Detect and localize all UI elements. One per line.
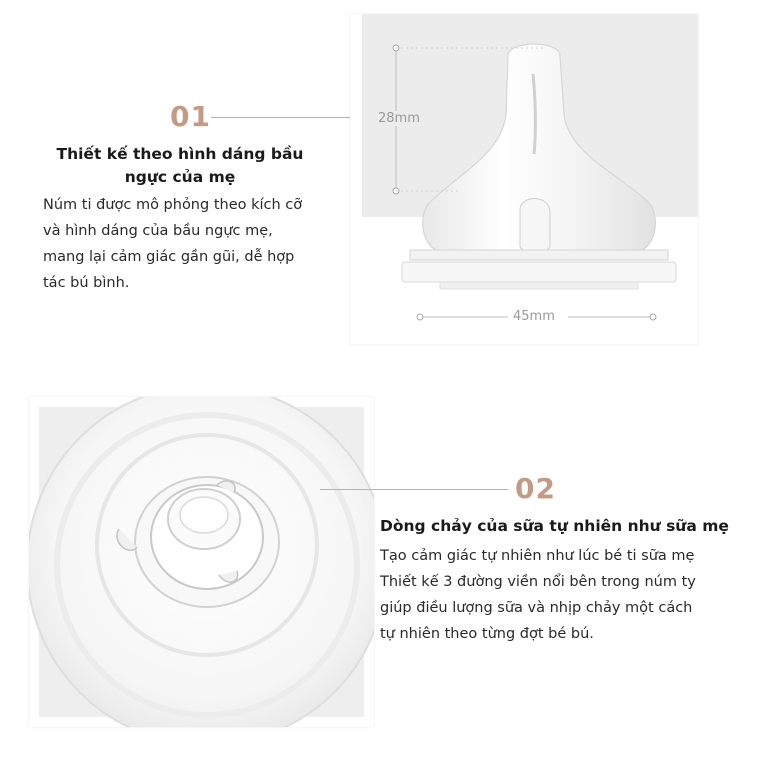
feature1-body-line: tác bú bình.	[43, 275, 130, 291]
nipple-side-view-panel	[350, 14, 698, 344]
width-dimension-label: 45mm	[513, 309, 555, 324]
feature1-title-line1: Thiết kế theo hình dáng bầu	[56, 145, 304, 163]
feature2-body-line: Thiết kế 3 đường viền nổi bên trong núm ty	[380, 574, 696, 590]
feature2-body-line: Tạo cảm giác tự nhiên như lúc bé ti sữa mẹ	[380, 548, 695, 564]
feature1-body-line: Núm ti được mô phỏng theo kích cỡ	[43, 197, 303, 213]
feature2-description	[380, 543, 755, 647]
nipple-top-view-panel	[29, 397, 374, 727]
feature1-body-line: và hình dáng của bầu ngực mẹ,	[43, 223, 273, 239]
feature1-title-line2: ngực của mẹ	[124, 168, 236, 186]
feature1-number: 01	[170, 100, 211, 133]
feature1-title	[30, 143, 330, 189]
feature2-number: 02	[515, 472, 556, 505]
height-dimension-label: 28mm	[378, 111, 420, 126]
nipple-top-view-image	[29, 397, 374, 727]
feature2-leader-line	[320, 489, 508, 490]
feature1-body-line: mang lại cảm giác gần gũi, dễ hợp	[43, 249, 295, 265]
feature2-title: Dòng chảy của sữa tự nhiên như sữa mẹ	[380, 517, 729, 535]
feature1-leader-line	[211, 117, 366, 118]
nipple-side-view-image	[350, 14, 698, 344]
feature2-body-line: tự nhiên theo từng đợt bé bú.	[380, 626, 594, 642]
feature1-description	[43, 192, 343, 296]
feature2-body-line: giúp điều lượng sữa và nhịp chảy một cách	[380, 600, 693, 616]
